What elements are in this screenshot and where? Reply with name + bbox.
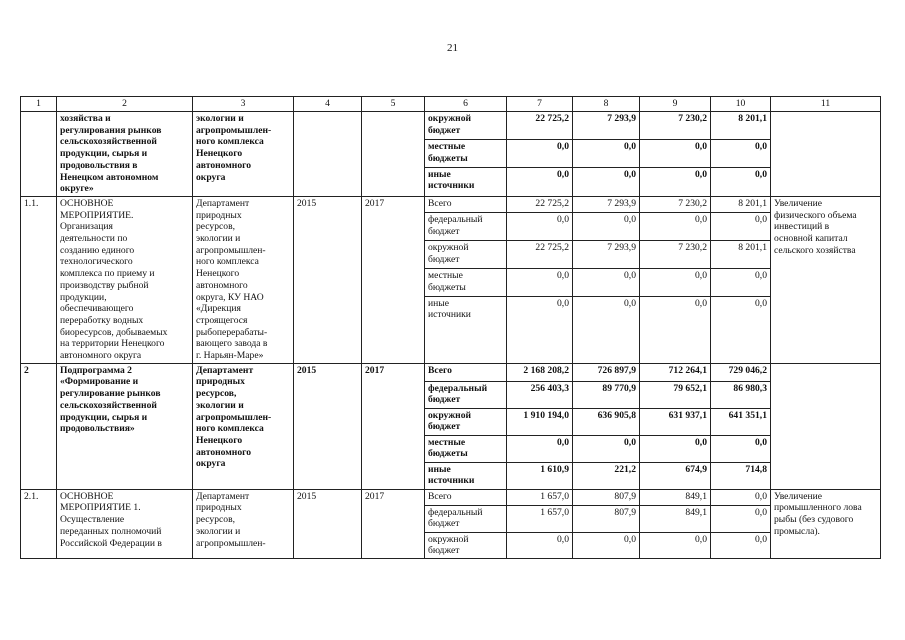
col-header: 6: [425, 97, 507, 112]
text-line: Увеличение: [774, 197, 822, 209]
funding-value: 22 725,2: [507, 196, 573, 213]
text-line: основной капитал: [774, 233, 848, 245]
text-line: федеральный: [428, 214, 483, 226]
funding-value: 674,9: [640, 462, 711, 489]
text-line: на территории Ненецкого: [60, 338, 165, 350]
table-row: [21, 363, 881, 381]
funding-value: 0,0: [640, 532, 711, 558]
table-row: [21, 196, 881, 213]
text-line: физического объема: [774, 209, 857, 221]
text-line: г. Нарьян-Маре»: [196, 350, 264, 362]
text-line: Департамент: [196, 197, 250, 209]
funding-value: 0,0: [711, 296, 771, 363]
funding-value: 0,0: [640, 140, 711, 167]
text-line: округа, КУ НАО: [196, 291, 264, 303]
col-header: 5: [362, 97, 425, 112]
funding-value: 8 201,1: [711, 196, 771, 213]
item-executor: [193, 363, 294, 489]
text-line: природных: [196, 376, 245, 388]
text-line: созданию единого: [60, 244, 135, 256]
funding-source: [425, 505, 507, 532]
text-line: Увеличение: [774, 490, 822, 502]
col-header: 11: [771, 97, 881, 112]
text-line: Ненецкого: [196, 268, 240, 280]
expected-result: [771, 363, 881, 489]
text-line: рыбоперерабаты-: [196, 326, 268, 338]
text-line: иные: [428, 297, 449, 309]
funding-value: 0,0: [640, 269, 711, 296]
text-line: МЕРОПРИЯТИЕ.: [60, 209, 134, 221]
text-line: иные: [428, 463, 451, 475]
text-line: местные: [428, 141, 466, 153]
funding-value: 1 657,0: [507, 489, 573, 505]
funding-value: 0,0: [573, 140, 640, 167]
funding-source: [425, 196, 507, 213]
funding-value: 7 293,9: [573, 196, 640, 213]
funding-value: 636 905,8: [573, 408, 640, 435]
text-line: округа: [196, 458, 226, 470]
text-line: производству рыбной: [60, 279, 149, 291]
funding-value: 0,0: [711, 167, 771, 196]
text-line: бюджет: [428, 226, 460, 238]
text-line: ного комплекса: [196, 423, 264, 435]
text-line: ного комплекса: [196, 256, 259, 268]
text-line: бюджеты: [428, 153, 468, 164]
text-line: строящегося: [196, 314, 248, 326]
funding-source: [425, 213, 507, 241]
text-line: Российской Федерации в: [60, 537, 162, 549]
funding-value: 807,9: [573, 489, 640, 505]
text-line: природных: [196, 209, 242, 221]
text-line: источники: [428, 180, 475, 192]
start-year: 2015: [294, 363, 362, 489]
text-line: экологии и: [196, 113, 244, 124]
text-line: агропромышлен-: [196, 537, 266, 549]
funding-value: 7 293,9: [573, 241, 640, 269]
text-line: Всего: [428, 490, 452, 502]
text-line: промысла).: [774, 525, 820, 537]
text-line: комплекса по приему и: [60, 268, 155, 280]
item-executor: [193, 489, 294, 558]
text-line: бюджет: [428, 545, 460, 557]
funding-value: 0,0: [507, 213, 573, 241]
funding-value: 0,0: [507, 269, 573, 296]
funding-value: 2 168 208,2: [507, 363, 573, 381]
funding-value: 0,0: [507, 435, 573, 462]
col-header: 9: [640, 97, 711, 112]
end-year: 2017: [362, 196, 425, 363]
text-line: переработку водных: [60, 314, 144, 326]
funding-source: [425, 167, 507, 196]
text-line: Организация: [60, 221, 113, 233]
funding-value: 729 046,2: [711, 363, 771, 381]
funding-value: 79 652,1: [640, 381, 711, 408]
funding-value: 714,8: [711, 462, 771, 489]
text-line: продовольствия в: [60, 159, 138, 171]
item-number: [21, 112, 57, 197]
end-year: 2017: [362, 363, 425, 489]
funding-value: 22 725,2: [507, 112, 573, 140]
funding-value: 712 264,1: [640, 363, 711, 381]
funding-source: [425, 435, 507, 462]
text-line: местные: [428, 436, 466, 448]
text-line: переданных полномочий: [60, 525, 162, 537]
end-year: 2017: [362, 489, 425, 558]
text-line: ресурсов,: [196, 388, 237, 400]
funding-value: 0,0: [573, 532, 640, 558]
text-line: окружной: [428, 409, 472, 421]
funding-source: [425, 532, 507, 558]
text-line: источники: [428, 475, 475, 487]
funding-value: 0,0: [507, 532, 573, 558]
text-line: автономного округа: [60, 350, 142, 362]
start-year: 2015: [294, 489, 362, 558]
text-line: бюджет: [428, 518, 460, 530]
text-line: агропромышлен-: [196, 124, 272, 136]
text-line: Всего: [428, 364, 452, 376]
funding-value: 0,0: [711, 140, 771, 167]
funding-value: 0,0: [573, 269, 640, 296]
col-header: 8: [573, 97, 640, 112]
text-line: автономного: [196, 159, 252, 171]
page-number: 21: [447, 42, 458, 54]
funding-value: 0,0: [711, 213, 771, 241]
table-row: [21, 112, 881, 140]
text-line: регулирования рынков: [60, 124, 162, 136]
funding-source: [425, 241, 507, 269]
text-line: Департамент: [196, 490, 250, 502]
item-name: [57, 196, 193, 363]
text-line: «Дирекция: [196, 303, 241, 315]
text-line: биоресурсов, добываемых: [60, 326, 168, 338]
funding-value: 256 403,3: [507, 381, 573, 408]
text-line: продукции, сырья и: [60, 148, 148, 160]
funding-value: 7 230,2: [640, 112, 711, 140]
funding-value: 7 293,9: [573, 112, 640, 140]
funding-value: 0,0: [573, 435, 640, 462]
text-line: «Формирование и: [60, 376, 139, 388]
funding-value: 7 230,2: [640, 241, 711, 269]
text-line: бюджет: [428, 421, 461, 433]
text-line: автономного: [196, 446, 252, 458]
text-line: местные: [428, 270, 463, 282]
funding-value: 22 725,2: [507, 241, 573, 269]
funding-value: 849,1: [640, 489, 711, 505]
text-line: ОСНОВНОЕ: [60, 197, 114, 209]
text-line: окружной: [428, 533, 469, 545]
column-numbers-row: [21, 97, 881, 112]
item-number: 2.1.: [21, 489, 57, 558]
funding-value: 89 770,9: [573, 381, 640, 408]
funding-value: 807,9: [573, 505, 640, 532]
text-line: продукции,: [60, 291, 107, 303]
funding-source: [425, 381, 507, 408]
funding-value: 0,0: [573, 167, 640, 196]
funding-value: 0,0: [507, 167, 573, 196]
funding-value: 0,0: [573, 213, 640, 241]
funding-value: 0,0: [640, 167, 711, 196]
funding-value: 0,0: [640, 213, 711, 241]
funding-source: [425, 269, 507, 296]
text-line: Всего: [428, 197, 452, 209]
funding-value: 0,0: [640, 435, 711, 462]
funding-value: 0,0: [711, 269, 771, 296]
end-year: [362, 112, 425, 197]
expected-result: [771, 112, 881, 197]
item-executor: [193, 196, 294, 363]
expected-result: [771, 196, 881, 363]
funding-value: 849,1: [640, 505, 711, 532]
text-line: Ненецкого: [196, 148, 243, 160]
item-number: 2: [21, 363, 57, 489]
funding-value: 0,0: [711, 435, 771, 462]
text-line: экологии и: [196, 233, 241, 245]
funding-value: 0,0: [711, 505, 771, 532]
start-year: [294, 112, 362, 197]
funding-value: 0,0: [507, 140, 573, 167]
text-line: бюджет: [428, 254, 460, 266]
text-line: деятельности по: [60, 233, 128, 245]
text-line: округа: [196, 171, 226, 183]
text-line: сельского хозяйства: [774, 244, 856, 256]
expected-result: [771, 489, 881, 558]
col-header: 1: [21, 97, 57, 112]
text-line: бюджет: [428, 394, 461, 406]
item-executor: [193, 112, 294, 197]
funding-value: 1 610,9: [507, 462, 573, 489]
text-line: окружной: [428, 242, 469, 254]
text-line: ресурсов,: [196, 514, 236, 526]
text-line: бюджет: [428, 124, 461, 136]
funding-source: [425, 489, 507, 505]
item-name: [57, 112, 193, 197]
funding-value: 7 230,2: [640, 196, 711, 213]
funding-source: [425, 408, 507, 435]
text-line: окружной: [428, 113, 472, 124]
funding-value: 726 897,9: [573, 363, 640, 381]
text-line: бюджеты: [428, 281, 466, 293]
funding-source: [425, 462, 507, 489]
funding-source: [425, 140, 507, 167]
text-line: ного комплекса: [196, 136, 264, 148]
text-line: сельскохозяйственной: [60, 136, 157, 148]
funding-source: [425, 363, 507, 381]
item-name: [57, 363, 193, 489]
text-line: регулирование рынков: [60, 388, 161, 400]
text-line: промышленного лова: [774, 502, 862, 514]
table-row: [21, 489, 881, 505]
funding-value: 0,0: [640, 296, 711, 363]
funding-value: 0,0: [507, 296, 573, 363]
text-line: экологии и: [196, 399, 244, 411]
text-line: федеральный: [428, 506, 483, 518]
text-line: источники: [428, 309, 471, 321]
text-line: продовольствия»: [60, 423, 135, 435]
text-line: сельскохозяйственной: [60, 399, 157, 411]
text-line: бюджеты: [428, 448, 468, 460]
text-line: технологического: [60, 256, 133, 268]
col-header: 10: [711, 97, 771, 112]
text-line: природных: [196, 502, 242, 514]
text-line: обеспечивающего: [60, 303, 134, 315]
text-line: Подпрограмма 2: [60, 364, 132, 376]
col-header: 7: [507, 97, 573, 112]
funding-source: [425, 296, 507, 363]
text-line: агропромышлен-: [196, 411, 272, 423]
text-line: рыбы (без судового: [774, 514, 854, 526]
text-line: ОСНОВНОЕ: [60, 490, 114, 502]
text-line: хозяйства и: [60, 113, 111, 124]
funding-value: 0,0: [711, 532, 771, 558]
funding-value: 221,2: [573, 462, 640, 489]
funding-value: 8 201,1: [711, 241, 771, 269]
text-line: продукции, сырья и: [60, 411, 148, 423]
funding-value: 641 351,1: [711, 408, 771, 435]
funding-value: 1 910 194,0: [507, 408, 573, 435]
text-line: автономного: [196, 279, 248, 291]
text-line: агропромышлен-: [196, 244, 266, 256]
col-header: 3: [193, 97, 294, 112]
text-line: округе»: [60, 183, 94, 195]
program-table: [20, 96, 881, 559]
text-line: вающего завода в: [196, 338, 268, 350]
text-line: МЕРОПРИЯТИЕ 1.: [60, 502, 141, 514]
text-line: Осуществление: [60, 514, 125, 526]
text-line: экологии и: [196, 525, 241, 537]
funding-value: 86 980,3: [711, 381, 771, 408]
item-number: 1.1.: [21, 196, 57, 363]
item-name: [57, 489, 193, 558]
text-line: ресурсов,: [196, 221, 236, 233]
text-line: Департамент: [196, 364, 254, 376]
text-line: Ненецкого: [196, 434, 243, 446]
text-line: Ненецком автономном: [60, 171, 159, 183]
funding-value: 0,0: [711, 489, 771, 505]
funding-value: 0,0: [573, 296, 640, 363]
funding-value: 631 937,1: [640, 408, 711, 435]
funding-source: [425, 112, 507, 140]
funding-value: 8 201,1: [711, 112, 771, 140]
col-header: 4: [294, 97, 362, 112]
col-header: 2: [57, 97, 193, 112]
funding-value: 1 657,0: [507, 505, 573, 532]
text-line: иные: [428, 168, 451, 180]
text-line: инвестиций в: [774, 221, 830, 233]
start-year: 2015: [294, 196, 362, 363]
text-line: федеральный: [428, 382, 488, 394]
